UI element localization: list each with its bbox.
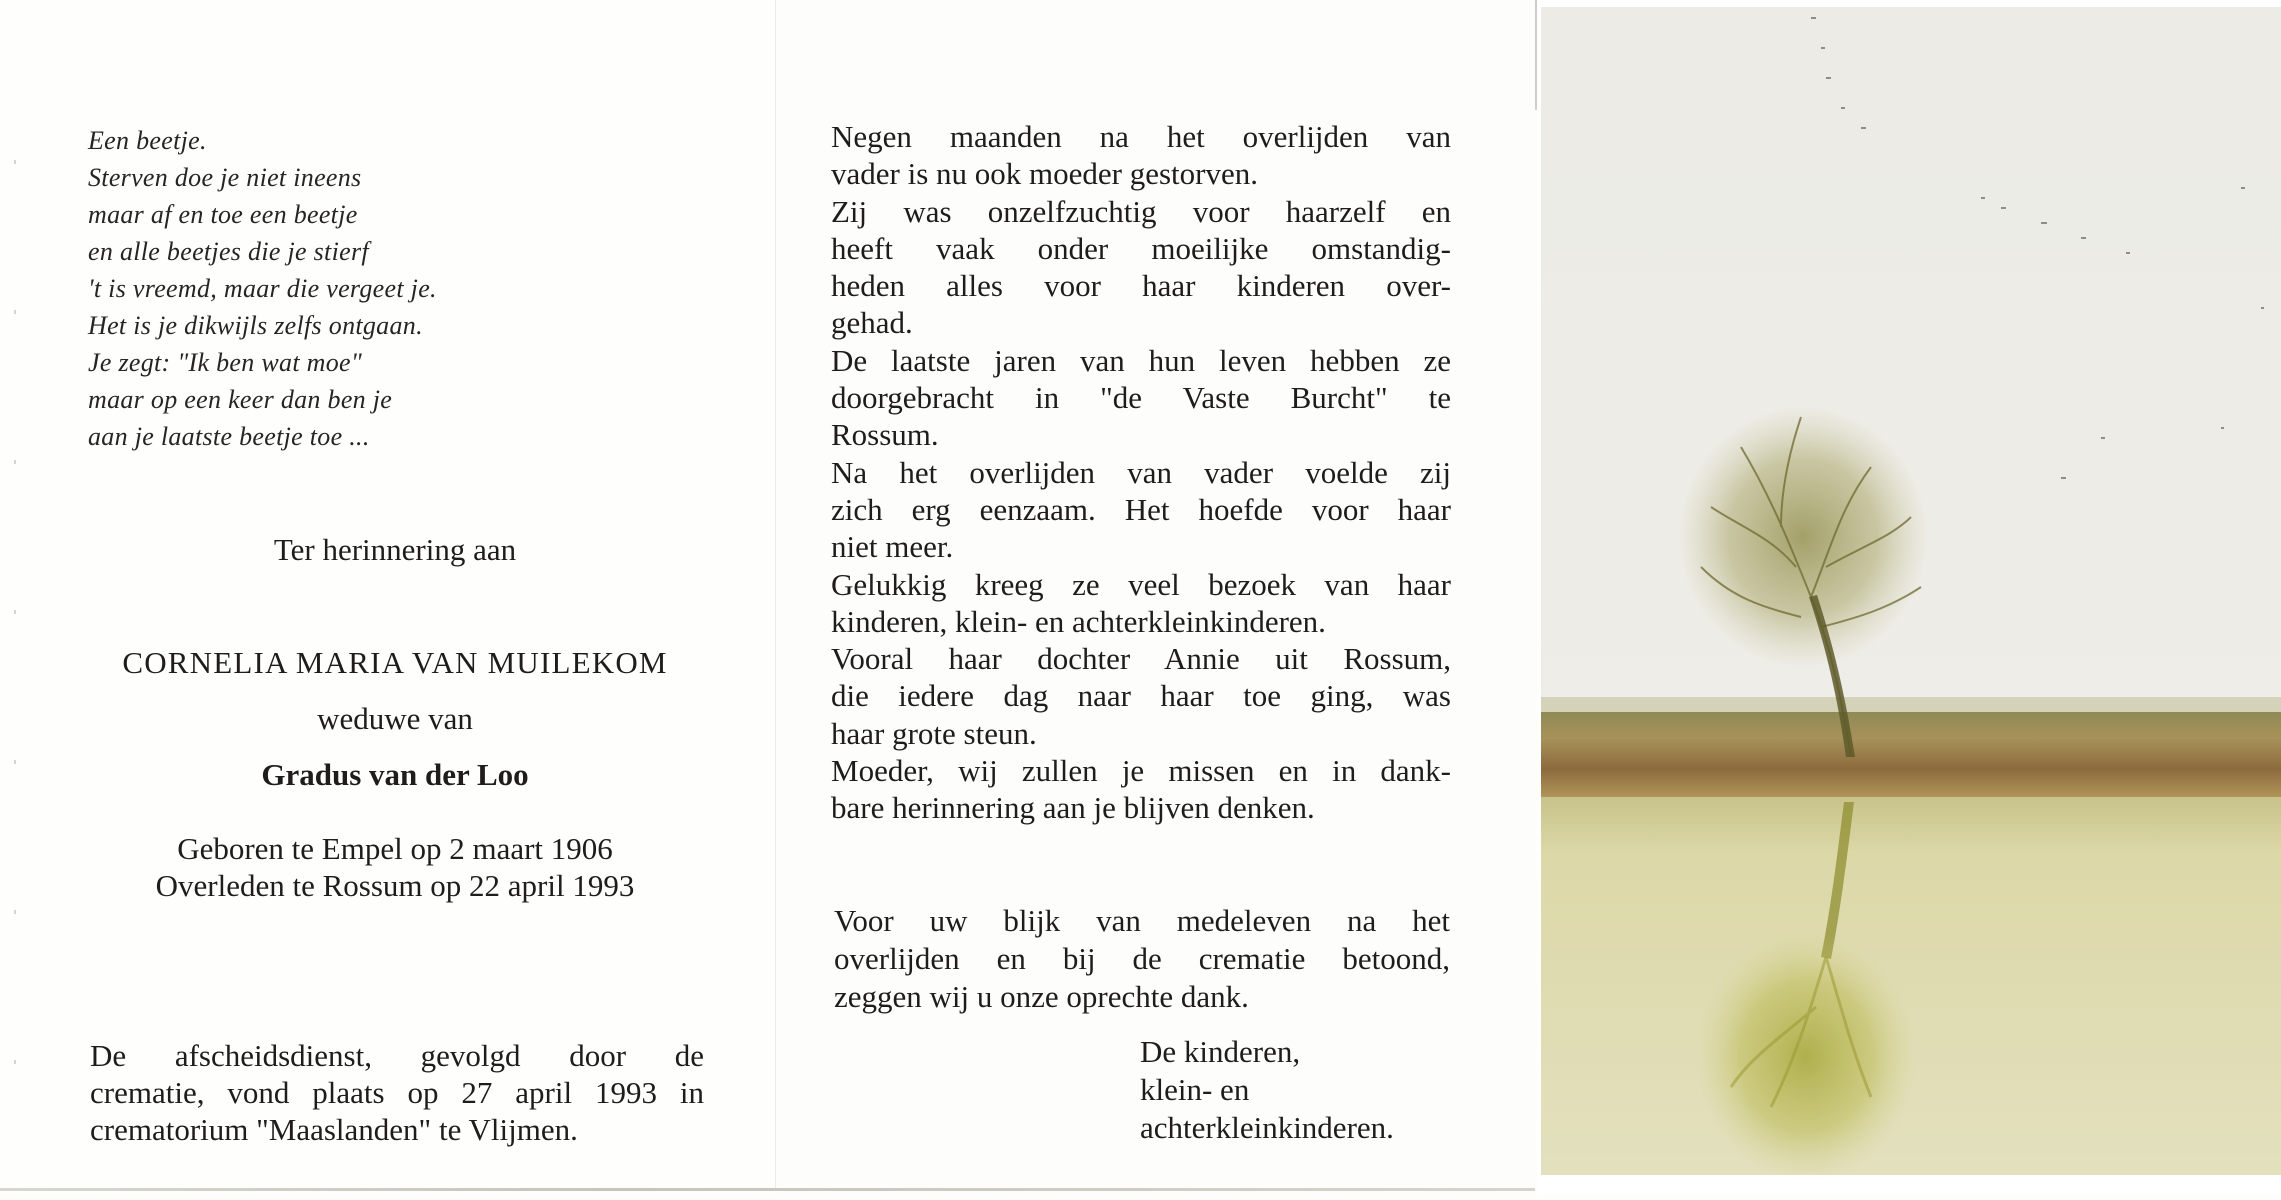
bio-line: doorgebracht in "de Vaste Burcht" te	[831, 380, 1451, 416]
poem-line: Het is je dikwijls zelfs ontgaan.	[88, 311, 423, 340]
service-paragraph	[90, 1037, 704, 1148]
bio-line: niet meer.	[831, 529, 954, 565]
bio-line: Na het overlijden van vader voelde zij	[831, 454, 1451, 490]
thanks-line: zeggen wij u onze oprechte dank.	[834, 979, 1249, 1014]
biography-paragraph	[831, 118, 1451, 827]
bio-line: gehad.	[831, 305, 913, 341]
poem-line: 't is vreemd, maar die vergeet je.	[88, 274, 437, 303]
tree-photo	[1541, 7, 2281, 1175]
poem-line: maar op een keer dan ben je	[88, 385, 393, 414]
bio-line: kinderen, klein- en achterkleinkinderen.	[831, 603, 1326, 639]
relation-text: weduwe van	[317, 701, 473, 736]
bio-line: die iedere dag naar haar toe ging, was	[831, 678, 1451, 714]
service-line: De afscheidsdienst, gevolgd door de	[90, 1038, 704, 1073]
death-line: Overleden te Rossum op 22 april 1993	[155, 868, 635, 903]
thanks-line: overlijden en bij de crematie betoond,	[834, 941, 1450, 976]
bio-line: heden alles voor haar kinderen over-	[831, 268, 1451, 304]
signature-line: De kinderen,	[1140, 1034, 1301, 1069]
bio-line: bare herinnering aan je blijven denken.	[831, 790, 1315, 826]
poem-line: Je zegt: "Ik ben wat moe"	[88, 348, 363, 377]
poem-line: maar af en toe een beetje	[88, 200, 358, 229]
signature-line: klein- en	[1140, 1072, 1250, 1107]
bio-line: De laatste jaren van hun leven hebben ze	[831, 342, 1451, 378]
poem-line: en alle beetjes die je stierf	[88, 237, 369, 266]
signature	[1140, 1033, 1394, 1147]
bio-line: zich erg eenzaam. Het hoefde voor haar	[831, 491, 1451, 527]
service-line: crematorium "Maaslanden" te Vlijmen.	[90, 1112, 578, 1147]
fold-line	[775, 0, 776, 1190]
bio-line: heeft vaak onder moeilijke omstandig-	[831, 230, 1451, 266]
bio-line: Vooral haar dochter Annie uit Rossum,	[831, 641, 1451, 677]
poem-line: Sterven doe je niet ineens	[88, 163, 362, 192]
thanks-line: Voor uw blijk van medeleven na het	[834, 903, 1450, 938]
memorial-intro: Ter herinnering aan	[273, 532, 517, 567]
husband-name: Gradus van der Loo	[261, 757, 529, 792]
bio-line: Negen maanden na het overlijden van	[831, 119, 1451, 154]
bio-line: Zij was onzelfzuchtig voor haarzelf en	[831, 193, 1451, 229]
tree-photo-image	[1541, 7, 2281, 1175]
service-line: crematie, vond plaats op 27 april 1993 in	[90, 1075, 704, 1110]
signature-line: achterkleinkinderen.	[1140, 1110, 1394, 1145]
deceased-name: CORNELIA MARIA VAN MUILEKOM	[122, 645, 668, 680]
bio-line: Moeder, wij zullen je missen en in dank-	[831, 753, 1451, 789]
bio-line: vader is nu ook moeder gestorven.	[831, 156, 1258, 192]
poem-line: Een beetje.	[88, 126, 207, 155]
bio-line: Rossum.	[831, 417, 939, 453]
poem-line: aan je laatste beetje toe ...	[88, 422, 370, 451]
edge-marks	[14, 100, 16, 1100]
birth-line: Geboren te Empel op 2 maart 1906	[177, 831, 613, 866]
poem	[88, 122, 437, 455]
bio-line: haar grote steun.	[831, 715, 1037, 751]
bio-line: Gelukkig kreeg ze veel bezoek van haar	[831, 566, 1451, 602]
card-bottom-edge	[0, 1188, 1535, 1191]
thanks-paragraph	[834, 902, 1450, 1016]
